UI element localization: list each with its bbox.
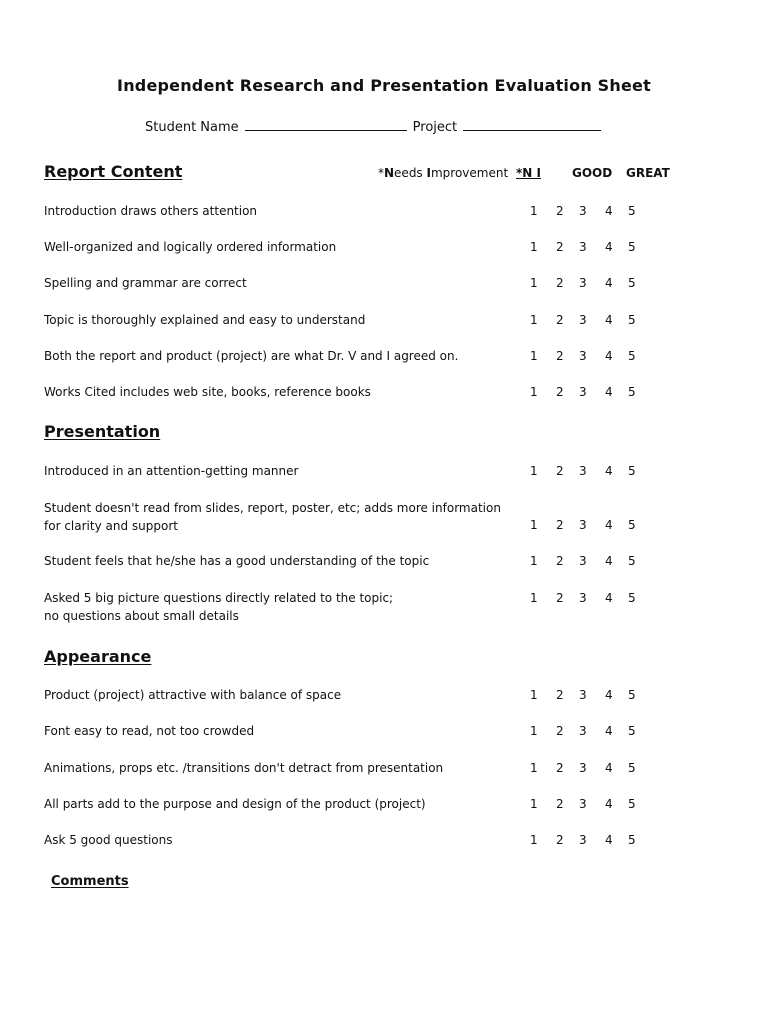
page-title: Independent Research and Presentation Evaluation Sheet — [117, 76, 651, 95]
rating-option-3[interactable]: 3 — [579, 797, 587, 811]
rating-option-1[interactable]: 1 — [530, 349, 538, 363]
rating-option-5[interactable]: 5 — [628, 204, 636, 218]
rating-option-1[interactable]: 1 — [530, 797, 538, 811]
section-heading-report-content: Report Content — [44, 162, 183, 181]
rating-option-2[interactable]: 2 — [556, 385, 564, 399]
rating-option-1[interactable]: 1 — [530, 688, 538, 702]
rating-option-3[interactable]: 3 — [579, 554, 587, 568]
rating-option-4[interactable]: 4 — [605, 464, 613, 478]
rating-option-4[interactable]: 4 — [605, 204, 613, 218]
rating-option-3[interactable]: 3 — [579, 204, 587, 218]
rating-option-5[interactable]: 5 — [628, 591, 636, 605]
criterion-text: Product (project) attractive with balance of space — [44, 688, 342, 702]
rating-option-3[interactable]: 3 — [579, 385, 587, 399]
rating-option-4[interactable]: 4 — [605, 313, 613, 327]
rating-option-1[interactable]: 1 — [530, 464, 538, 478]
project-blank[interactable] — [463, 118, 601, 131]
rating-option-3[interactable]: 3 — [579, 464, 587, 478]
rating-option-3[interactable]: 3 — [579, 349, 587, 363]
criterion-text: Student doesn't read from slides, report, poster, etc; adds more information for clarity and support — [44, 501, 501, 533]
rating-option-5[interactable]: 5 — [628, 385, 636, 399]
rating-option-2[interactable]: 2 — [556, 313, 564, 327]
criterion-text: Spelling and grammar are correct — [44, 276, 247, 290]
note-asterisk: * — [378, 166, 384, 180]
rating-option-4[interactable]: 4 — [605, 724, 613, 738]
rating-option-3[interactable]: 3 — [579, 761, 587, 775]
note-rest: mprovement — [430, 166, 509, 180]
criterion-text: Animations, props etc. /transitions don't detract from presentation — [44, 761, 444, 775]
rating-option-1[interactable]: 1 — [530, 724, 538, 738]
rating-option-3[interactable]: 3 — [579, 833, 587, 847]
rating-option-2[interactable]: 2 — [556, 204, 564, 218]
rating-option-1[interactable]: 1 — [530, 554, 538, 568]
note-i: I — [426, 166, 431, 180]
column-ni: *N I — [516, 166, 541, 180]
rating-option-5[interactable]: 5 — [628, 688, 636, 702]
rating-option-2[interactable]: 2 — [556, 518, 564, 532]
rating-option-2[interactable]: 2 — [556, 724, 564, 738]
criterion-text: Introduction draws others attention — [44, 204, 258, 218]
rating-option-2[interactable]: 2 — [556, 240, 564, 254]
rating-option-1[interactable]: 1 — [530, 385, 538, 399]
rating-option-2[interactable]: 2 — [556, 276, 564, 290]
rating-option-4[interactable]: 4 — [605, 349, 613, 363]
column-great: GREAT — [626, 166, 670, 180]
rating-option-3[interactable]: 3 — [579, 276, 587, 290]
rating-option-2[interactable]: 2 — [556, 833, 564, 847]
rating-option-1[interactable]: 1 — [530, 276, 538, 290]
rating-option-2[interactable]: 2 — [556, 797, 564, 811]
criterion-text: Asked 5 big picture questions directly related to the topic; no questions about small details — [44, 591, 394, 623]
rating-option-2[interactable]: 2 — [556, 349, 564, 363]
rating-option-3[interactable]: 3 — [579, 240, 587, 254]
rating-option-4[interactable]: 4 — [605, 276, 613, 290]
rating-option-4[interactable]: 4 — [605, 797, 613, 811]
rating-option-2[interactable]: 2 — [556, 591, 564, 605]
criterion-text: Font easy to read, not too crowded — [44, 724, 255, 738]
criterion-text: Well-organized and logically ordered information — [44, 240, 337, 254]
rating-option-3[interactable]: 3 — [579, 688, 587, 702]
rating-option-2[interactable]: 2 — [556, 464, 564, 478]
section-heading-presentation: Presentation — [44, 422, 161, 441]
rating-option-1[interactable]: 1 — [530, 761, 538, 775]
note-eeds: eeds — [394, 166, 427, 180]
rating-option-4[interactable]: 4 — [605, 385, 613, 399]
rating-option-5[interactable]: 5 — [628, 349, 636, 363]
rating-option-5[interactable]: 5 — [628, 833, 636, 847]
criterion-text: Topic is thoroughly explained and easy to understand — [44, 313, 366, 327]
rating-option-3[interactable]: 3 — [579, 591, 587, 605]
comments-label: Comments — [51, 874, 129, 889]
criterion-text: Both the report and product (project) are what Dr. V and I agreed on. — [44, 349, 459, 363]
rating-option-4[interactable]: 4 — [605, 518, 613, 532]
project-label: Project — [412, 120, 458, 135]
criterion-text: Student feels that he/she has a good understanding of the topic — [44, 554, 430, 568]
rating-option-3[interactable]: 3 — [579, 313, 587, 327]
rating-option-1[interactable]: 1 — [530, 833, 538, 847]
rating-option-2[interactable]: 2 — [556, 761, 564, 775]
criterion-text: Ask 5 good questions — [44, 833, 173, 847]
section-heading-appearance: Appearance — [44, 647, 152, 666]
note-n: N — [384, 166, 395, 180]
rating-option-2[interactable]: 2 — [556, 688, 564, 702]
student-name-label: Student Name — [145, 120, 239, 135]
rating-option-5[interactable]: 5 — [628, 797, 636, 811]
rating-option-1[interactable]: 1 — [530, 313, 538, 327]
rating-option-1[interactable]: 1 — [530, 204, 538, 218]
rating-option-4[interactable]: 4 — [605, 688, 613, 702]
rating-option-5[interactable]: 5 — [628, 313, 636, 327]
student-name-blank[interactable] — [245, 118, 407, 131]
rating-option-3[interactable]: 3 — [579, 724, 587, 738]
rating-option-1[interactable]: 1 — [530, 518, 538, 532]
rating-option-1[interactable]: 1 — [530, 240, 538, 254]
rating-option-1[interactable]: 1 — [530, 591, 538, 605]
rating-option-3[interactable]: 3 — [579, 518, 587, 532]
rating-option-5[interactable]: 5 — [628, 240, 636, 254]
rating-option-5[interactable]: 5 — [628, 554, 636, 568]
needs-improvement-note — [378, 166, 508, 180]
column-good: GOOD — [572, 166, 613, 180]
rating-option-4[interactable]: 4 — [605, 240, 613, 254]
rating-option-5[interactable]: 5 — [628, 518, 636, 532]
rating-option-5[interactable]: 5 — [628, 276, 636, 290]
rating-option-5[interactable]: 5 — [628, 464, 636, 478]
rating-option-2[interactable]: 2 — [556, 554, 564, 568]
criterion-text: Works Cited includes web site, books, reference books — [44, 385, 371, 399]
rating-option-4[interactable]: 4 — [605, 833, 613, 847]
rating-option-4[interactable]: 4 — [605, 761, 613, 775]
rating-option-4[interactable]: 4 — [605, 591, 613, 605]
criterion-text: Introduced in an attention-getting manner — [44, 464, 299, 478]
criterion-text: All parts add to the purpose and design of the product (project) — [44, 797, 426, 811]
rating-option-5[interactable]: 5 — [628, 724, 636, 738]
student-info-line — [145, 118, 607, 135]
rating-option-4[interactable]: 4 — [605, 554, 613, 568]
rating-option-5[interactable]: 5 — [628, 761, 636, 775]
